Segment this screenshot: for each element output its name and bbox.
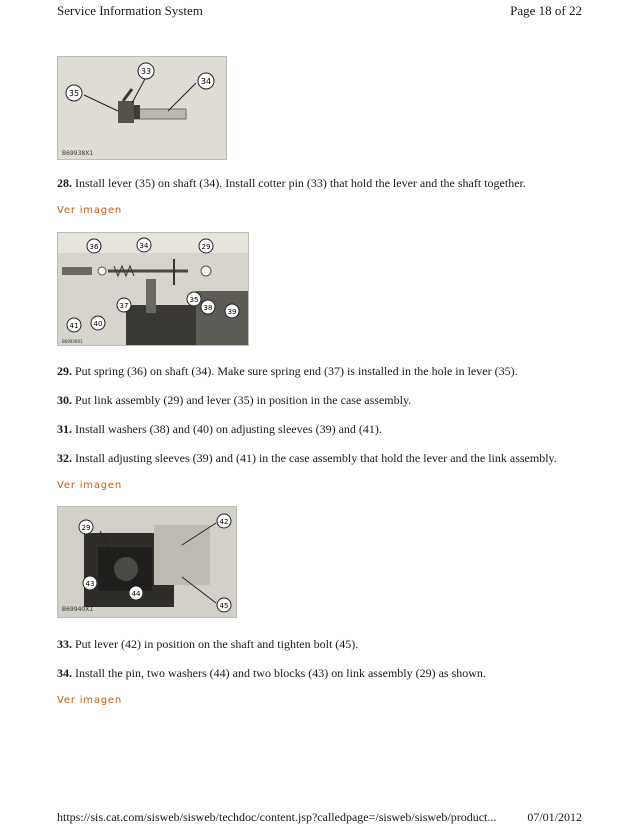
document-header-title: Service Information System	[57, 3, 203, 18]
footer-url: https://sis.cat.com/sisweb/sisweb/techdoc/content.jsp?calledpage=/sisweb/sisweb/product...	[57, 810, 497, 824]
callout-36: 36	[89, 243, 99, 251]
callout-43: 43	[85, 580, 95, 588]
callout-29: 29	[81, 524, 91, 532]
step-34	[57, 666, 486, 681]
callout-34: 34	[139, 242, 149, 250]
figure-caption: B69938X1	[62, 150, 94, 157]
step-number: 32.	[57, 451, 72, 465]
callout-33: 33	[140, 67, 152, 76]
page-number: Page 18 of 22	[510, 3, 582, 18]
footer-date: 07/01/2012	[527, 810, 582, 824]
step-29	[57, 364, 518, 379]
callout-44: 44	[131, 590, 141, 598]
step-number: 31.	[57, 422, 72, 436]
step-number: 33.	[57, 637, 72, 651]
callout-39: 39	[227, 308, 237, 316]
step-text: Install adjusting sleeves (39) and (41) in the case assembly that hold the lever and the link assembly.	[72, 451, 557, 465]
ver-imagen-link[interactable]: Ver imagen	[57, 480, 122, 491]
step-text: Install the pin, two washers (44) and two blocks (43) on link assembly (29) as shown.	[72, 666, 486, 680]
figure-caption: B69939X1	[62, 339, 83, 344]
step-number: 30.	[57, 393, 72, 407]
step-32	[57, 451, 557, 466]
callout-42: 42	[219, 518, 229, 526]
callout-29: 29	[201, 243, 211, 251]
step-text: Install washers (38) and (40) on adjusting sleeves (39) and (41).	[72, 422, 382, 436]
step-28	[57, 176, 526, 191]
callout-34: 34	[200, 77, 212, 86]
callout-45: 45	[219, 602, 229, 610]
step-text: Install lever (35) on shaft (34). Install cotter pin (33) that hold the lever and the shaft together.	[72, 176, 526, 190]
callout-38: 38	[203, 304, 213, 312]
callout-35: 35	[68, 89, 80, 98]
callout-35: 35	[189, 296, 199, 304]
figure-lever-link-assembly	[57, 506, 237, 618]
ver-imagen-link[interactable]: Ver imagen	[57, 695, 122, 706]
callout-41: 41	[69, 322, 79, 330]
figure-caption: B69940X1	[62, 606, 94, 613]
step-text: Put link assembly (29) and lever (35) in position in the case assembly.	[72, 393, 412, 407]
step-33	[57, 637, 358, 652]
step-30	[57, 393, 411, 408]
figure-lever-shaft	[57, 56, 227, 160]
step-number: 29.	[57, 364, 72, 378]
ver-imagen-link[interactable]: Ver imagen	[57, 205, 122, 216]
step-31	[57, 422, 382, 437]
figure-spring-shaft-assembly	[57, 232, 249, 346]
callout-40: 40	[93, 320, 103, 328]
callout-37: 37	[119, 302, 129, 310]
step-text: Put spring (36) on shaft (34). Make sure spring end (37) is installed in the hole in lever (35).	[72, 364, 518, 378]
step-number: 34.	[57, 666, 72, 680]
step-text: Put lever (42) in position on the shaft and tighten bolt (45).	[72, 637, 359, 651]
step-number: 28.	[57, 176, 72, 190]
